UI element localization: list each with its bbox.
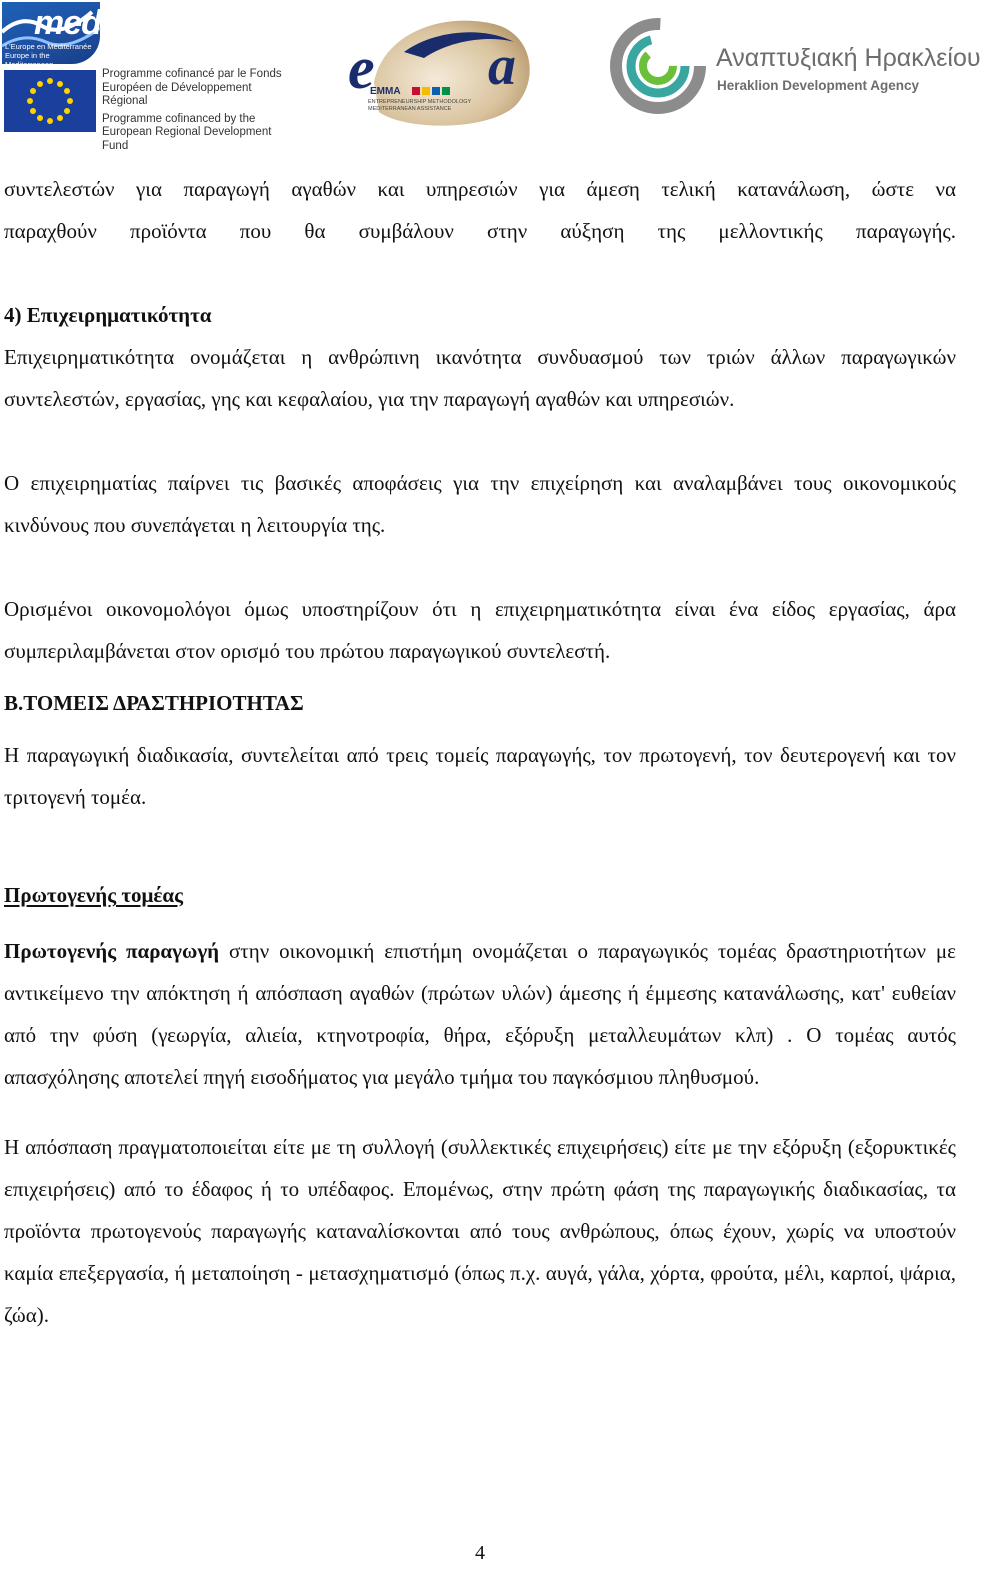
intro-paragraph-line-2: παραχθούν προϊόντα που θα συμβάλουν στην αύξηση της μελλοντικής παραγωγής.	[4, 219, 956, 243]
emma-flags-icon	[412, 87, 452, 95]
spacer	[4, 420, 956, 462]
heraklion-development-agency-logo	[606, 14, 981, 122]
med-logo-word: med	[34, 4, 101, 42]
spacer	[4, 546, 956, 588]
paragraph-entrepreneur-role: Ο επιχειρηματίας παίρνει τις βασικές αποφάσεις για την επιχείρηση και αναλαμβάνει τους οικονομικούς κινδύνους που συνεπάγεται η λειτουργία της.	[4, 471, 956, 537]
paragraph-economists-view: Ορισμένοι οικονομολόγοι όμως υποστηρίζουν ότι η επιχειρηματικότητα είναι ένα είδος εργασίας, άρα συμπεριλαμβάνεται στον ορισμό του πρώτου παραγωγικού συντελεστή.	[4, 597, 956, 663]
paragraph-entrepreneurship-definition: Επιχειρηματικότητα ονομάζεται η ανθρώπινη ικανότητα συνδυασμού των τριών άλλων παραγωγικών συντελεστών, εργασίας, γης και κεφαλαίου, για την παραγωγή αγαθών και υπηρεσιών.	[4, 345, 956, 411]
emma-subtitle: ENTREPRENEURSHIP METHODOLOGY MEDITERRANEAN ASSISTANCE	[368, 99, 472, 112]
paragraph-extraction: Η απόσπαση πραγματοποιείται είτε με τη συλλογή (συλλεκτικές επιχειρήσεις) είτε με την εξόρυξη (εξορυκτικές επιχειρήσεις) από το έδαφος ή το υπέδαφος. Επομένως, στην πρώτη φάση της παραγωγικής διαδικασίας, τα προϊόντα πρωτογενούς παραγωγής καταναλίσκονται από τους ανθρώπους, όπως έχουν, χωρίς να υποστούν καμία επεξεργασία, ή μεταποίηση - μετασχηματισμό (όπως π.χ. αυγά, γάλα, χόρτα, φρούτα, μέλι, καρποί, ψάρια, ζώα).	[4, 1135, 956, 1327]
emma-label: EMMA	[370, 86, 401, 97]
eu-flag-icon	[4, 70, 96, 132]
med-programme-logo	[2, 2, 292, 152]
med-logo-caption	[5, 42, 100, 69]
section-heading-sectors: Β.ΤΟΜΕΙΣ ΔΡΑΣΤΗΡΙΟΤΗΤΑΣ	[4, 691, 304, 715]
section-heading-primary-sector: Πρωτογενής τομέας	[4, 883, 183, 907]
med-logo-mark	[2, 2, 101, 69]
hda-greek-name: Αναπτυξιακή Ηρακλείου	[716, 44, 981, 72]
eu-fund-text	[102, 68, 292, 157]
eu-fund-text-fr: Programme cofinancé par le Fonds Européen de Développement Régional	[102, 68, 282, 107]
emma-letter-a: a	[488, 35, 516, 97]
intro-paragraph-line-1: συντελεστών για παραγωγή αγαθών και υπηρεσιών για άμεση τελική κατανάλωση, ώστε να	[4, 177, 956, 201]
eu-fund-text-en: Programme cofinanced by the European Regional Development Fund	[102, 112, 272, 152]
page-number: 4	[475, 1542, 485, 1564]
med-caption-line-1: L'Europe en Méditerranée	[5, 42, 92, 51]
hda-english-name: Heraklion Development Agency	[717, 78, 920, 93]
emma-logo	[334, 4, 544, 136]
med-caption-line-2: Europe in the Mediterranean	[5, 51, 54, 69]
section-heading-entrepreneurship: 4) Επιχειρηματικότητα	[4, 303, 212, 327]
emma-letter-e: e	[348, 35, 375, 101]
spacer	[4, 252, 956, 294]
spacer	[4, 1098, 956, 1126]
paragraph-sectors-intro: Η παραγωγική διαδικασία, συντελείται από τρεις τομείς παραγωγής, τον πρωτογενή, τον δευτερογενή και τον τριτογενή τομέα.	[4, 743, 956, 809]
primary-production-definition: στην οικονομική επιστήμη ονομάζεται ο παραγωγικός τομέας δραστηριοτήτων με αντικείμενο την απόκτηση ή απόσπαση αγαθών (πρώτων υλών) άμεσης ή έμμεσης κατανάλωσης, κατ' ευθείαν από την φύση (γεωργία, αλιεία, κτηνοτροφία, θήρα, εξόρυξη μεταλλευμάτων κλπ) . Ο τομέας αυτός απασχόλησης αποτελεί πηγή εισοδήματος για μεγάλο τμήμα του παγκόσμιου πληθυσμού.	[4, 939, 957, 1089]
header-logos	[0, 0, 981, 152]
document-body	[4, 168, 956, 1336]
spacer	[4, 818, 956, 874]
hda-ring-icon	[606, 14, 710, 118]
primary-production-term: Πρωτογενής παραγωγή	[4, 939, 220, 963]
paragraph-primary-production	[4, 930, 956, 1098]
